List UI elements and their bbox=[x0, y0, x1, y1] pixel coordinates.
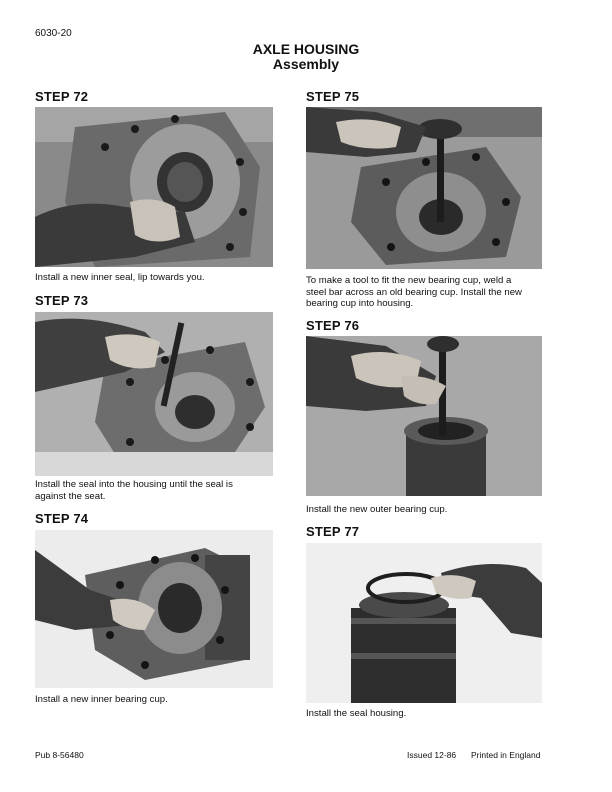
step-75-caption bbox=[306, 275, 546, 310]
step-73-label: STEP 73 bbox=[35, 293, 89, 308]
step-74-photo bbox=[35, 530, 273, 688]
footer-pub: Pub 8-56480 bbox=[35, 750, 84, 760]
title-main: AXLE HOUSING bbox=[252, 41, 360, 57]
step-76-photo bbox=[306, 336, 542, 496]
step-73-caption-line-1: Install the seal into the housing until the seal is bbox=[35, 479, 233, 490]
step-73-photo bbox=[35, 312, 273, 476]
step-75-caption-line-3: bearing cup into housing. bbox=[306, 298, 414, 309]
page-title bbox=[0, 42, 612, 72]
footer-printed: Printed in England bbox=[471, 750, 541, 760]
step-75-caption-line-2: steel bar across an old bearing cup. Install the new bbox=[306, 286, 522, 298]
step-72-label: STEP 72 bbox=[35, 89, 89, 104]
step-75-label: STEP 75 bbox=[306, 89, 360, 104]
step-72-photo bbox=[35, 107, 273, 267]
step-75-caption-line-1: To make a tool to fit the new bearing cup, weld a bbox=[306, 275, 512, 286]
step-73-caption bbox=[35, 479, 273, 502]
step-74-caption: Install a new inner bearing cup. bbox=[35, 694, 168, 705]
step-75-photo bbox=[306, 107, 542, 269]
footer-issued: Issued 12-86 bbox=[407, 750, 457, 760]
step-77-photo bbox=[306, 543, 542, 703]
step-72-caption: Install a new inner seal, lip towards you. bbox=[35, 272, 205, 283]
page-code: 6030-20 bbox=[35, 28, 72, 39]
step-77-label: STEP 77 bbox=[306, 524, 360, 539]
step-76-caption: Install the new outer bearing cup. bbox=[306, 504, 448, 515]
step-76-label: STEP 76 bbox=[306, 318, 360, 333]
title-sub: Assembly bbox=[272, 56, 340, 72]
step-74-label: STEP 74 bbox=[35, 511, 89, 526]
step-77-caption: Install the seal housing. bbox=[306, 708, 407, 719]
step-73-caption-line-2: against the seat. bbox=[35, 490, 106, 502]
